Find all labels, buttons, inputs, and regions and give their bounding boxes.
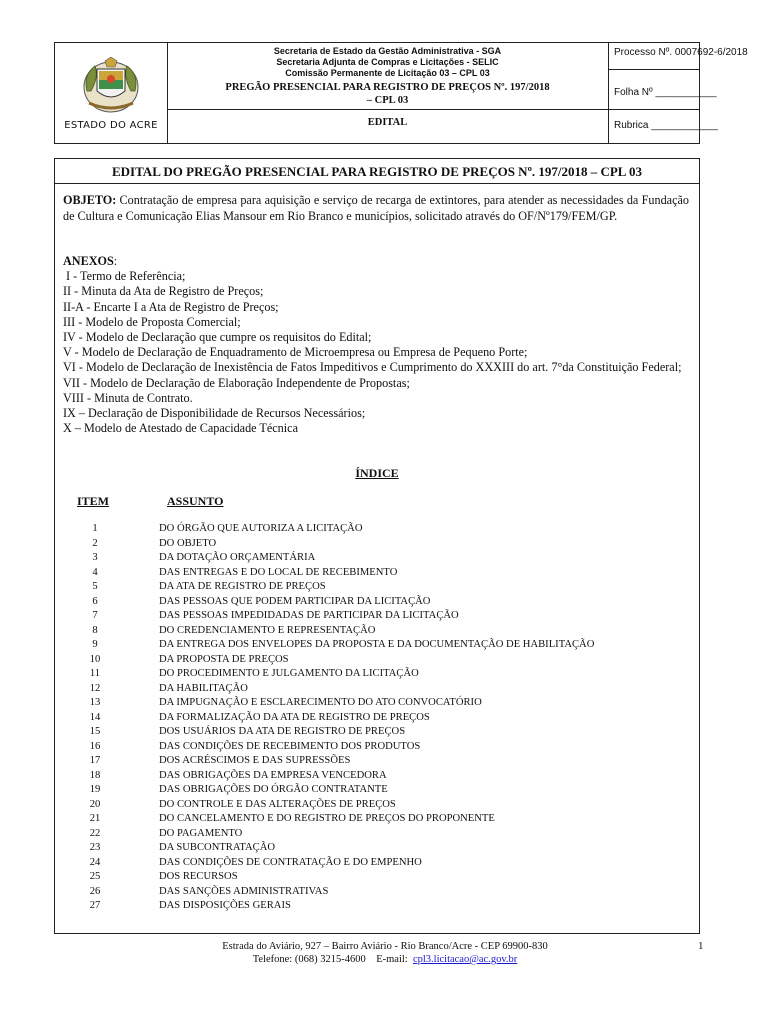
anexo-item: X – Modelo de Atestado de Capacidade Técnica	[63, 421, 298, 436]
objeto-paragraph	[63, 193, 689, 224]
index-row-subject: DO PROCEDIMENTO E JULGAMENTO DA LICITAÇÃO	[159, 668, 419, 679]
index-row-subject: DOS USUÁRIOS DA ATA DE REGISTRO DE PREÇOS	[159, 726, 406, 737]
index-row-subject: DAS CONDIÇÕES DE CONTRATAÇÃO E DO EMPENHO	[159, 856, 422, 868]
index-row	[55, 754, 699, 769]
processo-number: Processo Nº. 0007692-6/2018	[614, 47, 748, 58]
estado-label: ESTADO DO ACRE	[64, 120, 158, 131]
anexos-label: ANEXOS	[63, 254, 114, 268]
document-header	[54, 42, 748, 144]
index-row	[55, 682, 699, 697]
folha-field: Folha Nº ___________	[614, 87, 717, 98]
index-row-number: 27	[89, 900, 101, 911]
index-row-subject: DO CREDENCIAMENTO E REPRESENTAÇÃO	[159, 624, 376, 636]
index-row-subject: DAS ENTREGAS E DO LOCAL DE RECEBIMENTO	[159, 566, 398, 578]
index-row-subject: DOS RECURSOS	[159, 871, 238, 882]
edital-title: EDITAL DO PREGÃO PRESENCIAL PARA REGISTRO DE PREÇOS Nº. 197/2018 – CPL 03	[111, 164, 643, 179]
index-row-number: 26	[89, 885, 101, 897]
pregao-heading-line1: PREGÃO PRESENCIAL PARA REGISTRO DE PREÇOS Nº. 197/2018	[225, 82, 550, 93]
anexos-colon: :	[113, 254, 118, 268]
edital-label: EDITAL	[367, 117, 408, 128]
index-row	[55, 609, 699, 624]
index-row	[55, 769, 699, 784]
index-row-subject: DA IMPUGNAÇÃO E ESCLARECIMENTO DO ATO CONVOCATÓRIO	[159, 697, 482, 708]
anexo-item: IX – Declaração de Disponibilidade de Recursos Necessários;	[63, 406, 366, 421]
index-row-subject: DAS CONDIÇÕES DE RECEBIMENTO DOS PRODUTOS	[159, 740, 421, 752]
index-row	[55, 580, 699, 595]
index-row	[55, 841, 699, 856]
index-row-number: 5	[92, 581, 98, 592]
page-number: 1	[698, 940, 704, 952]
index-row-number: 17	[89, 755, 101, 766]
index-row-number: 22	[89, 827, 101, 839]
objeto-text: Contratação de empresa para aquisição e serviço de recarga de extintores, para atender as necessidades da Fundação de Cultura e Comunicação Elias Mansour em Rio Branco e municípios, solicitado através do OF/Nº179/FEM/GP.	[63, 193, 689, 223]
index-row-subject: DAS OBRIGAÇÕES DO ÓRGÃO CONTRATANTE	[159, 784, 388, 795]
org-line-selic: Secretaria Adjunta de Compras e Licitações - SELIC	[276, 57, 499, 67]
index-row	[55, 725, 699, 740]
index-row-subject: DO OBJETO	[159, 537, 217, 549]
index-row	[55, 870, 699, 885]
org-line-cpl: Comissão Permanente de Licitação 03 – CPL 03	[285, 68, 490, 78]
process-divider-2	[608, 109, 700, 110]
footer-contact	[0, 953, 770, 966]
anexos-section	[63, 254, 689, 436]
anexo-item: VII - Modelo de Declaração de Elaboração Independente de Propostas;	[63, 375, 410, 390]
index-row	[55, 667, 699, 682]
index-row	[55, 827, 699, 842]
anexo-item: II - Minuta da Ata de Registro de Preços;	[63, 284, 264, 299]
index-row	[55, 696, 699, 711]
index-row-number: 2	[92, 537, 98, 549]
index-row-subject: DA HABILITAÇÃO	[159, 682, 248, 694]
index-row	[55, 595, 699, 610]
index-row	[55, 740, 699, 755]
anexo-item: I - Termo de Referência;	[63, 269, 186, 284]
index-row-subject: DOS ACRÉSCIMOS E DAS SUPRESSÕES	[159, 755, 351, 766]
index-row-number: 16	[89, 740, 101, 752]
index-row-number: 8	[92, 624, 98, 636]
index-row-number: 19	[89, 784, 101, 795]
index-row	[55, 624, 699, 639]
index-row-subject: DO ÓRGÃO QUE AUTORIZA A LICITAÇÃO	[159, 523, 363, 534]
index-row	[55, 537, 699, 552]
header-divider	[167, 109, 608, 110]
index-row-subject: DA ENTREGA DOS ENVELOPES DA PROPOSTA E DA DOCUMENTAÇÃO DE HABILITAÇÃO	[159, 639, 595, 650]
index-row-number: 20	[89, 798, 101, 810]
anexo-item: VI - Modelo de Declaração de Inexistência de Fatos Impeditivos e Cumprimento do XXXIII do art. 7°da Constituição Federal;	[63, 360, 682, 375]
index-row-number: 18	[89, 769, 101, 781]
index-row	[55, 638, 699, 653]
index-row-subject: DO CANCELAMENTO E DO REGISTRO DE PREÇOS DO PROPONENTE	[159, 813, 495, 824]
header-seal-cell	[55, 43, 168, 143]
index-row-subject: DA SUBCONTRATAÇÃO	[159, 842, 275, 853]
footer-phone: Telefone: (068) 3215-4600 E-mail:	[252, 954, 413, 965]
index-table	[55, 522, 699, 914]
index-row-number: 9	[92, 639, 98, 650]
pregao-heading	[167, 81, 608, 107]
org-line-sga: Secretaria de Estado da Gestão Administrativa - SGA	[273, 46, 502, 56]
index-row-number: 11	[89, 668, 101, 679]
index-row-number: 13	[89, 697, 101, 708]
index-row-subject: DO PAGAMENTO	[159, 827, 243, 839]
index-row-number: 4	[92, 566, 98, 578]
anexo-item: II-A - Encarte I a Ata de Registro de Preços;	[63, 299, 279, 314]
index-row	[55, 812, 699, 827]
index-row-number: 10	[89, 653, 101, 665]
edital-body	[54, 158, 700, 934]
index-row	[55, 653, 699, 668]
header-process-cell	[608, 43, 748, 143]
index-row	[55, 551, 699, 566]
index-row-subject: DA FORMALIZAÇÃO DA ATA DE REGISTRO DE PREÇOS	[159, 711, 430, 723]
index-row-number: 12	[89, 682, 101, 694]
index-row-number: 23	[89, 842, 101, 853]
index-row-subject: DAS OBRIGAÇÕES DA EMPRESA VENCEDORA	[159, 769, 387, 781]
index-row-subject: DA PROPOSTA DE PREÇOS	[159, 653, 289, 665]
objeto-label: OBJETO:	[63, 193, 117, 207]
anexo-item: V - Modelo de Declaração de Enquadramento de Microempresa ou Empresa de Pequeno Porte;	[63, 345, 528, 360]
footer-address: Estrada do Aviário, 927 – Bairro Aviário - Rio Branco/Acre - CEP 69900-830	[222, 941, 548, 952]
index-row-subject: DA ATA DE REGISTRO DE PREÇOS	[159, 581, 326, 592]
anexo-item: III - Modelo de Proposta Comercial;	[63, 314, 241, 329]
anexo-item: VIII - Minuta de Contrato.	[63, 390, 193, 405]
anexo-item: IV - Modelo de Declaração que cumpre os requisitos do Edital;	[63, 330, 372, 345]
index-row-subject: DAS SANÇÕES ADMINISTRATIVAS	[159, 885, 329, 897]
rubrica-field: Rubrica ____________	[614, 120, 718, 131]
index-row	[55, 899, 699, 914]
index-row	[55, 856, 699, 871]
index-row	[55, 885, 699, 900]
index-row-number: 7	[92, 610, 98, 621]
index-row-number: 1	[92, 523, 98, 534]
index-row-number: 15	[89, 726, 101, 737]
index-row	[55, 566, 699, 581]
index-row	[55, 798, 699, 813]
column-header-assunto: ASSUNTO	[167, 494, 224, 508]
index-row-number: 24	[89, 856, 101, 868]
index-row-subject: DAS PESSOAS IMPEDIDADAS DE PARTICIPAR DA LICITAÇÃO	[159, 610, 459, 621]
process-divider-1	[608, 69, 700, 70]
column-header-item: ITEM	[77, 494, 110, 508]
index-row	[55, 711, 699, 726]
acre-coat-of-arms-icon	[77, 57, 145, 117]
index-row-number: 25	[89, 871, 101, 882]
index-row-number: 6	[92, 595, 98, 607]
indice-heading: ÍNDICE	[355, 466, 399, 480]
index-row-subject: DO CONTROLE E DAS ALTERAÇÕES DE PREÇOS	[159, 798, 396, 810]
index-row	[55, 522, 699, 537]
title-divider	[55, 183, 699, 184]
footer-email-link[interactable]: cpl3.licitacao@ac.gov.br	[412, 954, 518, 965]
index-row-number: 3	[92, 552, 98, 563]
index-row-subject: DAS DISPOSIÇÕES GERAIS	[159, 900, 291, 911]
index-row-number: 21	[89, 813, 101, 824]
header-title-cell	[167, 43, 609, 143]
index-row-subject: DAS PESSOAS QUE PODEM PARTICIPAR DA LICITAÇÃO	[159, 595, 431, 607]
index-row-number: 14	[89, 711, 101, 723]
page-footer	[0, 940, 770, 966]
pregao-heading-line2: – CPL 03	[366, 95, 409, 106]
index-row	[55, 783, 699, 798]
index-row-subject: DA DOTAÇÃO ORÇAMENTÁRIA	[159, 552, 316, 563]
